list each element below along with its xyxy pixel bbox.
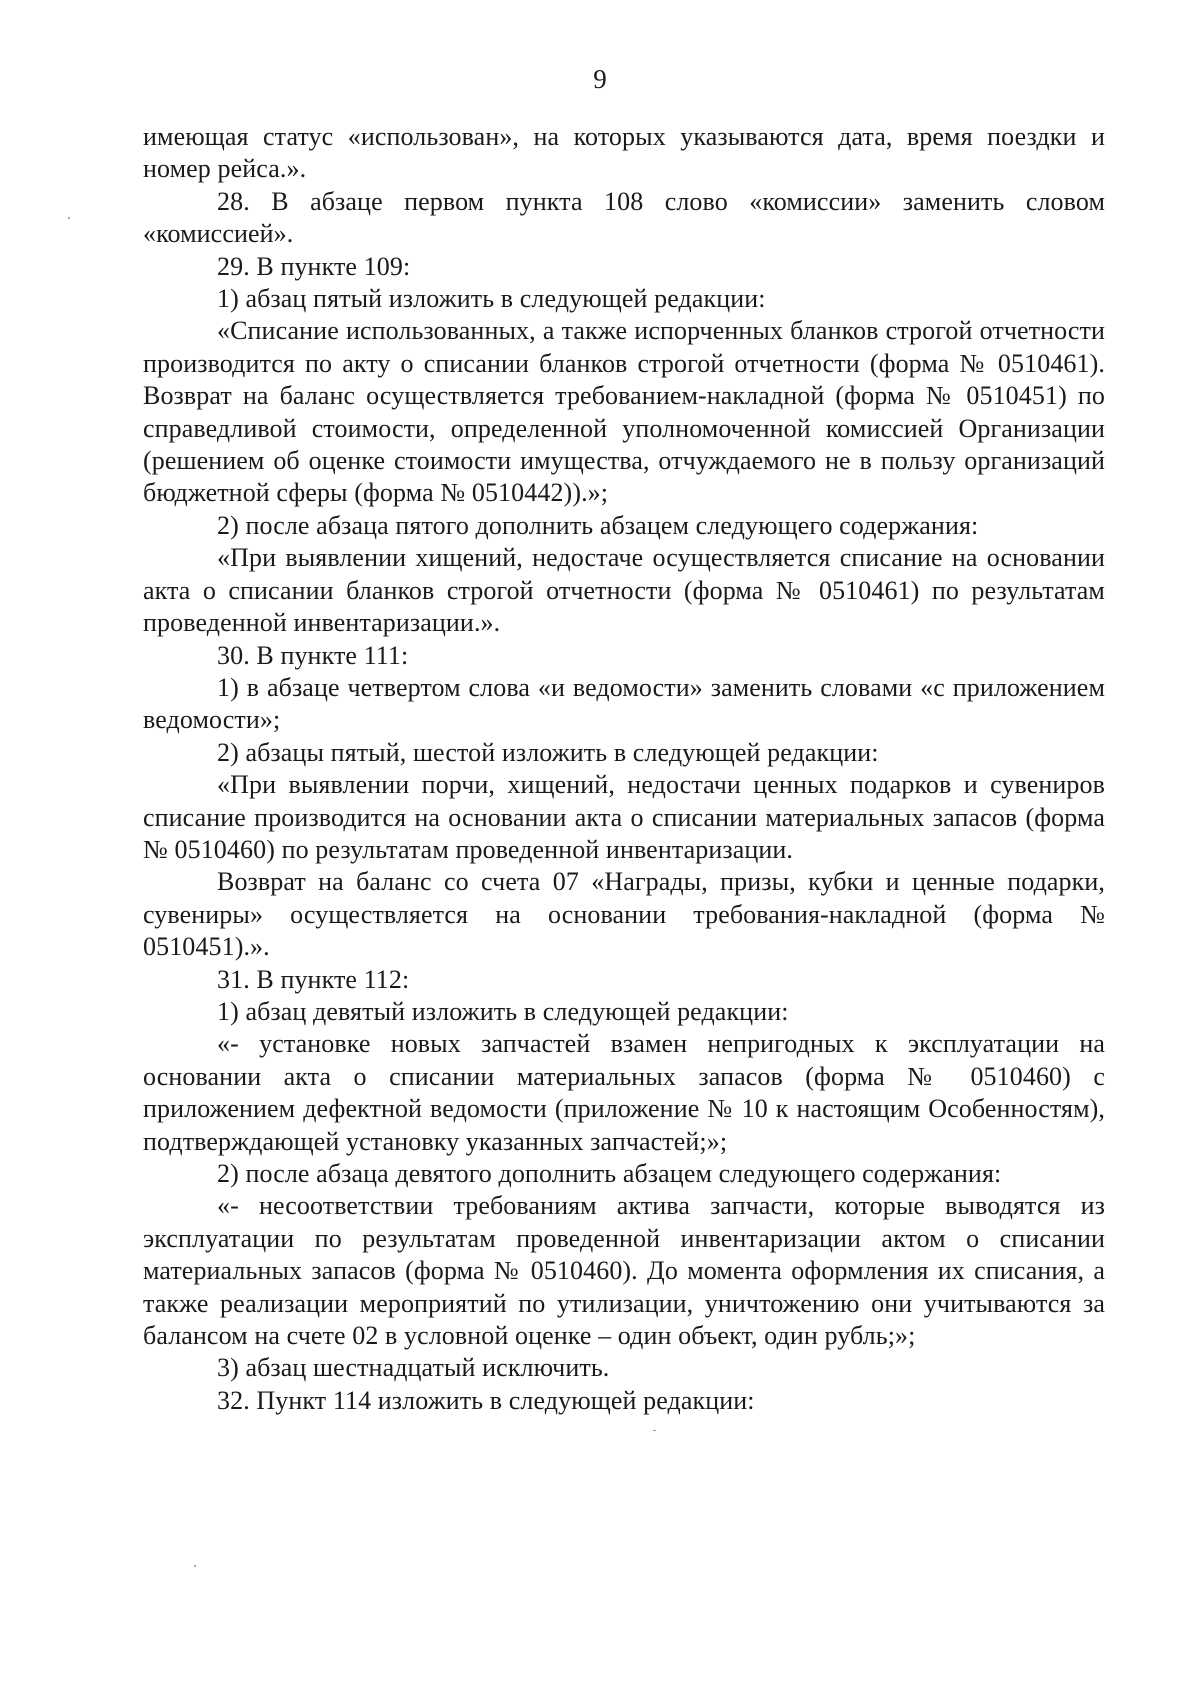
- paragraph: 28. В абзаце первом пункта 108 слово «комиссии» заменить словом «комиссией».: [143, 186, 1105, 249]
- paragraph: 30. В пункте 111:: [217, 640, 409, 670]
- paragraph: «- установке новых запчастей взамен непригодных к эксплуатации на основании акта о списании материальных запасов (форма № 0510460) с приложением дефектной ведомости (приложение № 10 к настоящим Особенностям), подтверждающей установку указанных запчастей;»;: [143, 1029, 1105, 1156]
- paragraph: 1) в абзаце четвертом слова «и ведомости» заменить словами «с приложением ведомости»;: [143, 672, 1105, 735]
- paragraph: 3) абзац шестнадцатый исключить.: [217, 1353, 610, 1383]
- paragraph: 32. Пункт 114 изложить в следующей редакции:: [217, 1385, 755, 1415]
- paragraph: «- несоответствии требованиям актива запчасти, которые выводятся из эксплуатации по результатам проведенной инвентаризации актом о списании материальных запасов (форма № 0510460). До момента оформления их списания, а также реализации мероприятий по утилизации, уничтожению они учитываются за балансом на счете 02 в условной оценке – один объект, один рубль;»;: [143, 1191, 1105, 1351]
- document-body: [143, 121, 1105, 1417]
- paragraph: Возврат на баланс со счета 07 «Награды, призы, кубки и ценные подарки, сувениры» осуществляется на основании требования-накладной (форма № 0510451).».: [143, 867, 1105, 962]
- scan-speck: [68, 217, 70, 219]
- paragraph: 2) после абзаца девятого дополнить абзацем следующего содержания:: [217, 1159, 1002, 1188]
- paragraph: 29. В пункте 109:: [217, 251, 411, 281]
- paragraph: 1) абзац девятый изложить в следующей редакции:: [217, 996, 789, 1026]
- paragraph: 31. В пункте 112:: [217, 964, 410, 994]
- scan-speck: [194, 1565, 196, 1567]
- paragraph: 2) абзацы пятый, шестой изложить в следующей редакции:: [217, 737, 879, 767]
- paragraph: 2) после абзаца пятого дополнить абзацем следующего содержания:: [217, 510, 979, 540]
- paragraph: «При выявлении порчи, хищений, недостачи ценных подарков и сувениров списание производится на основании акта о списании материальных запасов (форма № 0510460) по результатам проведенной инвентаризации.: [143, 770, 1105, 864]
- page-number: 9: [593, 64, 607, 94]
- paragraph: «При выявлении хищений, недостаче осуществляется списание на основании акта о списании бланков строгой отчетности (форма № 0510461) по результатам проведенной инвентаризации.».: [143, 543, 1105, 638]
- paragraph: 1) абзац пятый изложить в следующей редакции:: [217, 284, 766, 314]
- paragraph: «Списание использованных, а также испорченных бланков строгой отчетности производится по акту о списании бланков строгой отчетности (форма № 0510461). Возврат на баланс осуществляется требованием-накладной (форма № 0510451) по справедливой стоимости, определенной уполномоченной комиссией Организации (решением об оценке стоимости имущества, отчуждаемого не в пользу организаций бюджетной сферы (форма № 0510442)).»;: [143, 316, 1105, 508]
- scan-speck: [653, 1430, 656, 1431]
- paragraph: имеющая статус «использован», на которых указываются дата, время поездки и номер рейса.».: [143, 122, 1105, 184]
